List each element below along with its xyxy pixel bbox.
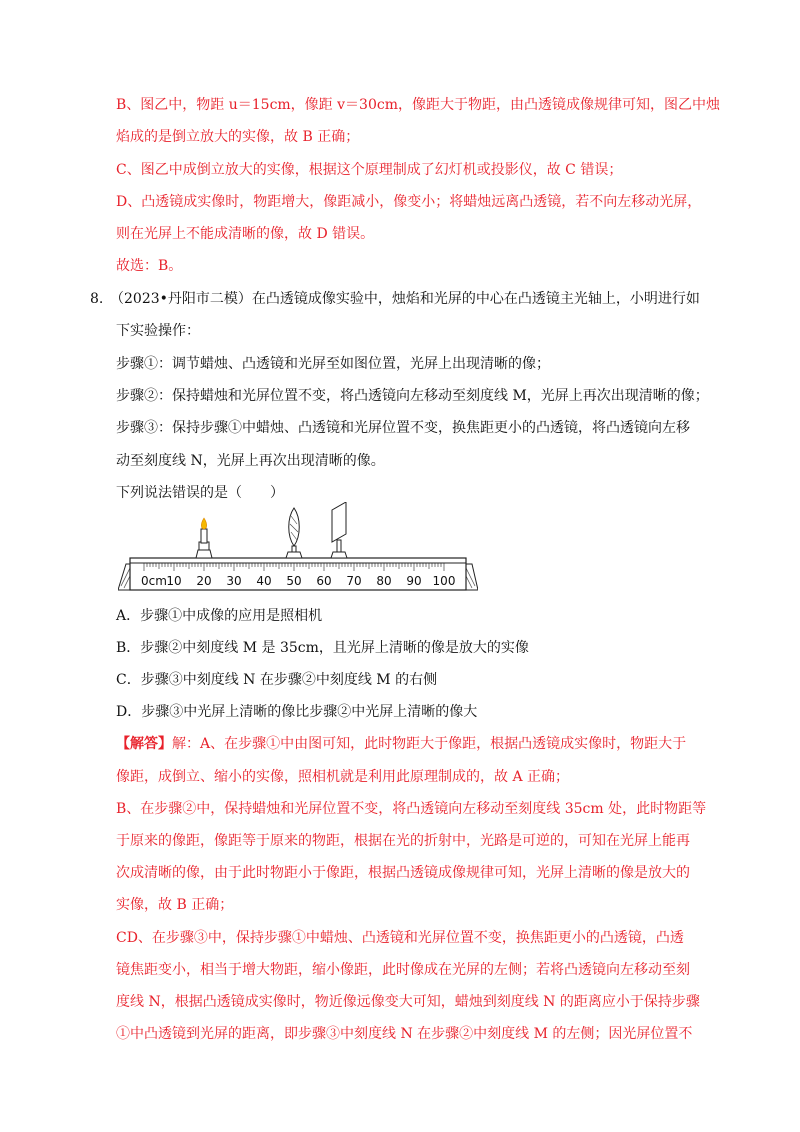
answer-b-line-1: B、图乙中，物距 u＝15cm，像距 v＝30cm，像距大于物距，由凸透镜成像规律可知，图乙中烛 <box>116 97 720 113</box>
answer-line-2: 像距，成倒立、缩小的实像，照相机就是利用此原理制成的，故 A 正确； <box>116 769 570 785</box>
light-screen <box>332 502 346 542</box>
answer-c-line: C、图乙中成倒立放大的实像，根据这个原理制成了幻灯机或投影仪，故 C 错误； <box>116 162 623 178</box>
scale-label: 70 <box>346 574 362 588</box>
scale-label: 0cm <box>141 574 167 588</box>
scale-label: 100 <box>432 574 456 588</box>
answer-line-1 <box>116 734 686 754</box>
answer-line-7: CD、在步骤③中，保持步骤①中蜡烛、凸透镜和光屏位置不变，换焦距更小的凸透镜，凸透 <box>116 930 684 946</box>
answer-d-line-1: D、凸透镜成实像时，物距增大，像距减小，像变小；将蜡烛远离凸透镜，若不向左移动光屏， <box>116 194 702 210</box>
screen-stem <box>337 540 341 552</box>
screen-base <box>331 552 347 558</box>
step-1: 步骤①：调节蜡烛、凸透镜和光屏至如图位置，光屏上出现清晰的像； <box>116 356 550 372</box>
step-3-line-2: 动至刻度线 N，光屏上再次出现清晰的像。 <box>116 453 385 469</box>
option-b: B．步骤②中刻度线 M 是 35cm，且光屏上清晰的像是放大的实像 <box>116 640 529 656</box>
scale-label: 60 <box>316 574 332 588</box>
bench-items <box>196 502 347 558</box>
scale-label: 90 <box>406 574 422 588</box>
lens-stem <box>292 546 296 552</box>
candle-flame <box>201 518 206 529</box>
answer-choice: 故选：B。 <box>116 258 183 274</box>
scale-label: 50 <box>286 574 302 588</box>
question-stem-1: （2023•丹阳市二模）在凸透镜成像实验中，烛焰和光屏的中心在凸透镜主光轴上，小明进行如 <box>110 291 700 307</box>
question-prompt: 下列说法错误的是（ ） <box>116 485 284 501</box>
step-2: 步骤②：保持蜡烛和光屏位置不变，将凸透镜向左移动至刻度线 M，光屏上再次出现清晰的像； <box>116 388 709 404</box>
optical-bench-figure <box>118 502 478 598</box>
question-number: 8. <box>90 291 104 307</box>
answer-line-10: ①中凸透镜到光屏的距离，即步骤③中刻度线 N 在步骤②中刻度线 M 的左侧；因光屏位置不 <box>116 1026 693 1042</box>
scale-label: 10 <box>166 574 182 588</box>
scale-label: 30 <box>226 574 242 588</box>
option-a: A．步骤①中成像的应用是照相机 <box>116 608 323 624</box>
scale-label: 80 <box>376 574 392 588</box>
question-stem-2: 下实验操作： <box>116 323 200 339</box>
answer-line-4: 于原来的像距，像距等于原来的物距，根据在光的折射中，光路是可逆的，可知在光屏上能再 <box>116 833 690 849</box>
scale-label: 20 <box>196 574 212 588</box>
candle-base <box>196 550 212 558</box>
answer-line-6: 实像，故 B 正确； <box>116 897 234 913</box>
step-3-line-1: 步骤③：保持步骤①中蜡烛、凸透镜和光屏位置不变，换焦距更小的凸透镜，将凸透镜向左移 <box>116 420 690 436</box>
option-c: C．步骤③中刻度线 N 在步骤②中刻度线 M 的右侧 <box>116 672 438 688</box>
candle <box>201 529 207 543</box>
answer-line-1-text: 解：A、在步骤①中由图可知，此时物距大于像距，根据凸透镜成实像时，物距大于 <box>172 736 687 752</box>
answer-tag: 【解答】 <box>116 736 172 752</box>
answer-line-3: B、在步骤②中，保持蜡烛和光屏位置不变，将凸透镜向左移动至刻度线 35cm 处，此时物距等 <box>116 801 707 817</box>
answer-b-line-2: 焰成的是倒立放大的实像，故 B 正确； <box>116 129 360 145</box>
answer-d-line-2: 则在光屏上不能成清晰的像，故 D 错误。 <box>116 226 375 242</box>
answer-line-8: 镜焦距变小，相当于增大物距，缩小像距，此时像成在光屏的左侧；若将凸透镜向左移动至刻 <box>116 962 690 978</box>
lens-base <box>286 552 302 558</box>
option-d: D．步骤③中光屏上清晰的像比步骤②中光屏上清晰的像大 <box>116 704 478 720</box>
scale-label: 40 <box>256 574 272 588</box>
convex-lens <box>289 508 300 546</box>
answer-line-5: 次成清晰的像，由于此时物距小于像距，根据凸透镜成像规律可知，光屏上清晰的像是放大的 <box>116 865 690 881</box>
answer-line-9: 度线 N，根据凸透镜成实像时，物近像远像变大可知，蜡烛到刻度线 N 的距离应小于保持步骤 <box>116 994 700 1010</box>
